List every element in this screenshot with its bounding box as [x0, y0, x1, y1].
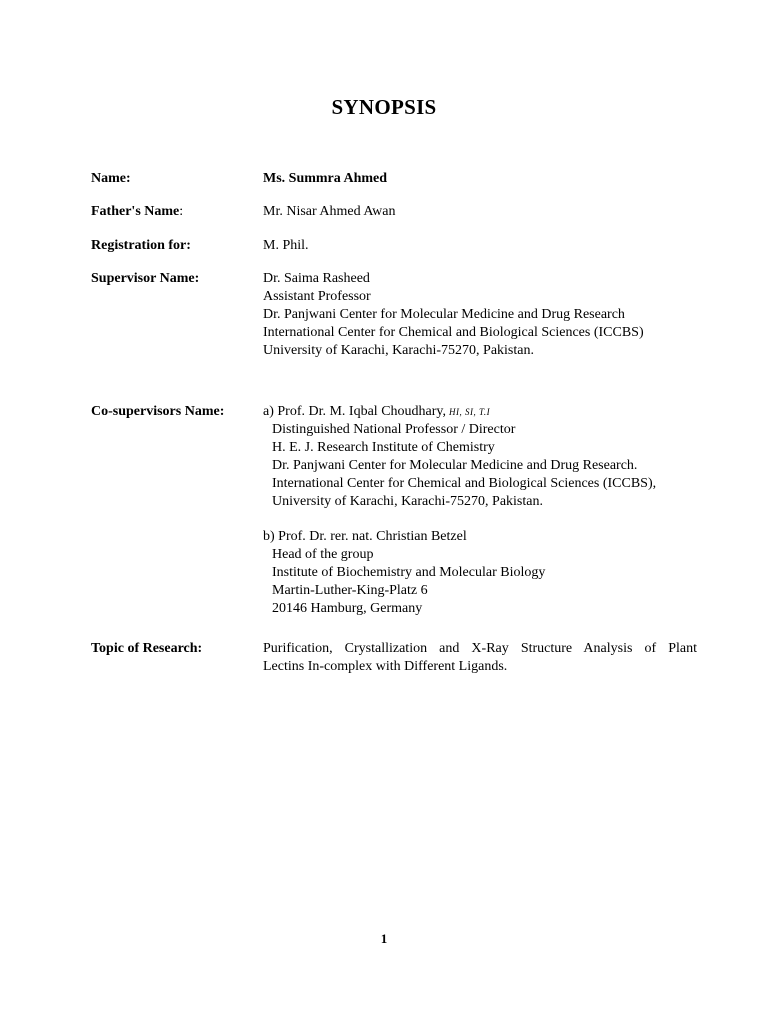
topic-line: Lectins In-complex with Different Ligands. [263, 659, 508, 674]
co-supervisor-b-block [263, 528, 545, 618]
co-supervisor-a-line: University of Karachi, Karachi-75270, Pakistan. [272, 494, 543, 509]
co-supervisor-b-line: Head of the group [272, 547, 374, 562]
registration-label: Registration for: [91, 238, 191, 253]
page-number: 1 [380, 931, 388, 946]
supervisor-line: Assistant Professor [263, 289, 371, 304]
co-supervisor-b-line: Institute of Biochemistry and Molecular Biology [272, 565, 546, 580]
co-supervisor-b-line: 20146 Hamburg, Germany [272, 601, 423, 616]
supervisor-line: University of Karachi, Karachi-75270, Pakistan. [263, 343, 534, 358]
co-supervisor-b-name: b) Prof. Dr. rer. nat. Christian Betzel [263, 529, 467, 544]
supervisor-label: Supervisor Name: [91, 271, 200, 286]
topic-value [263, 640, 697, 676]
co-supervisor-a-line: Dr. Panjwani Center for Molecular Medicine and Drug Research. [272, 458, 638, 473]
father-name-label [91, 203, 183, 221]
co-supervisor-b-line: Martin-Luther-King-Platz 6 [272, 583, 428, 598]
co-supervisor-a-line: International Center for Chemical and Biological Sciences (ICCBS), [272, 476, 657, 491]
co-supervisor-a-name-text: a) Prof. Dr. M. Iqbal Choudhary, [263, 404, 447, 419]
supervisor-line: Dr. Panjwani Center for Molecular Medicine and Drug Research [263, 307, 625, 322]
supervisor-block [263, 270, 644, 360]
co-supervisor-a-block [263, 403, 656, 511]
co-supervisors-label: Co-supervisors Name: [91, 404, 225, 419]
document-title: SYNOPSIS [331, 95, 437, 119]
co-supervisor-a-line: H. E. J. Research Institute of Chemistry [272, 440, 495, 455]
name-label: Name: [91, 171, 131, 186]
name-value: Ms. Summra Ahmed [263, 171, 388, 186]
supervisor-line: Dr. Saima Rasheed [263, 271, 370, 286]
topic-line: Purification, Crystallization and X-Ray Structure Analysis of Plant [263, 641, 697, 656]
father-name-label-colon: : [179, 204, 184, 219]
father-name-value: Mr. Nisar Ahmed Awan [263, 204, 396, 219]
topic-label: Topic of Research: [91, 641, 203, 656]
co-supervisor-a-honorifics: HI, SI, T.I [449, 407, 491, 417]
supervisor-line: International Center for Chemical and Biological Sciences (ICCBS) [263, 325, 644, 340]
co-supervisor-a-name [263, 403, 656, 421]
registration-value: M. Phil. [263, 238, 309, 253]
father-name-label-text: Father's Name [91, 204, 180, 219]
co-supervisor-a-line: Distinguished National Professor / Director [272, 422, 516, 437]
